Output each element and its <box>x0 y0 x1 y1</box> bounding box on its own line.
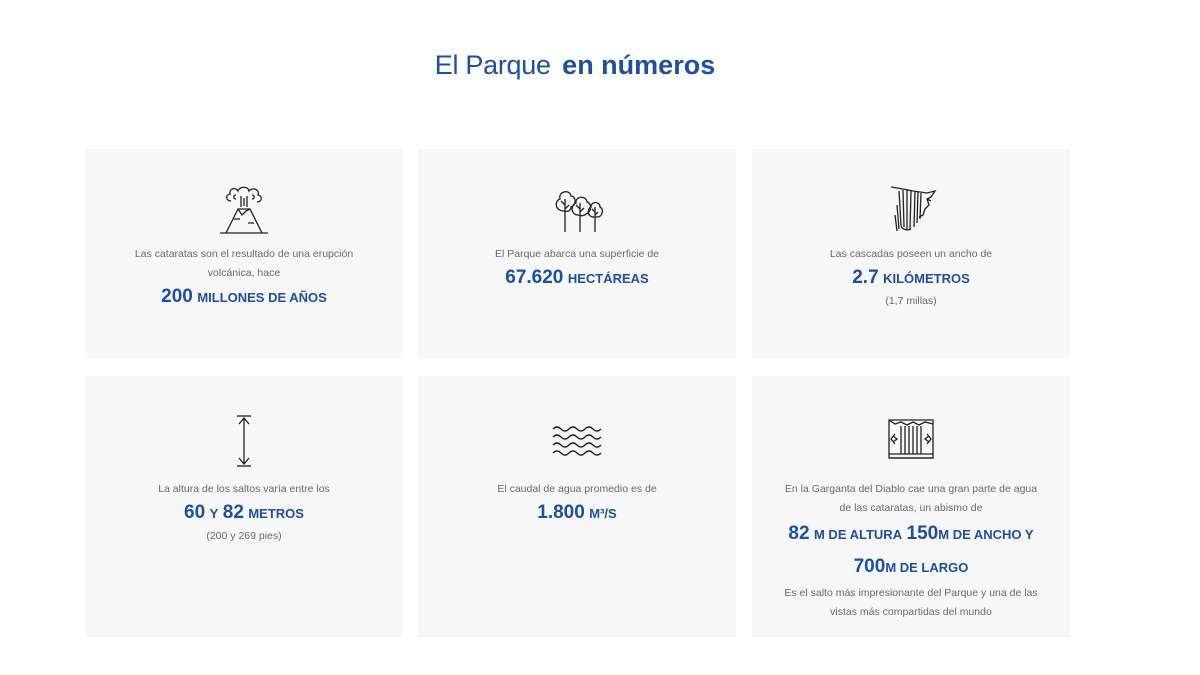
gorge-icon <box>883 414 939 468</box>
stat-value-min: 60 <box>184 502 206 523</box>
water-waves-icon <box>549 414 605 468</box>
stat-card-flow <box>418 376 736 637</box>
card-description: Las cataratas son el resultado de una erupción volcánica, hace <box>134 248 354 279</box>
stat-value: 67.620 <box>505 267 564 288</box>
volcano-icon <box>216 185 272 235</box>
section-title <box>0 50 1150 81</box>
stat-value-height: 82 <box>788 523 810 544</box>
stat-unit-height: M DE ALTURA <box>813 527 903 542</box>
stat-unit-length: M DE LARGO <box>885 560 969 575</box>
card-stat <box>418 499 736 528</box>
stat-unit: METROS <box>248 506 304 521</box>
card-description: El caudal de agua promedio es de <box>497 483 657 495</box>
height-arrow-icon <box>216 414 272 468</box>
title-bold: en números <box>562 50 716 80</box>
stat-unit-width: M DE ANCHO Y <box>938 527 1034 542</box>
stat-unit: MILLONES DE AÑOS <box>197 290 327 305</box>
stat-value: 200 <box>161 286 193 307</box>
card-stat <box>85 283 403 312</box>
card-description: La altura de los saltos varía entre los <box>158 483 330 495</box>
stat-value: 2.7 <box>852 267 879 288</box>
stat-card-area <box>418 149 736 358</box>
card-description-extra: Es el salto más impresionante del Parque y una de las vistas más compartidas del mundo <box>784 587 1038 618</box>
card-stat <box>752 264 1070 293</box>
stat-unit: KILÓMETROS <box>883 271 970 286</box>
card-stat-line-1 <box>752 518 1070 551</box>
stat-note: (200 y 269 pies) <box>206 530 282 542</box>
stat-value-length: 700 <box>853 556 886 577</box>
stat-connector: Y <box>209 506 219 521</box>
stat-note: (1,7 millas) <box>885 295 937 307</box>
card-stat-line-2 <box>752 551 1070 584</box>
card-description: El Parque abarca una superficie de <box>494 248 660 260</box>
stat-unit: HECTÁREAS <box>567 271 649 286</box>
waterfall-icon <box>883 185 939 235</box>
trees-icon <box>549 185 605 235</box>
stat-card-gorge <box>752 376 1070 637</box>
stat-value: 1.800 <box>537 502 585 523</box>
card-description: En la Garganta del Diablo cae una gran parte de agua de las cataratas, un abismo de <box>784 483 1038 514</box>
stat-value-max: 82 <box>222 502 244 523</box>
stat-value-width: 150 <box>906 523 939 544</box>
card-description: Las cascadas poseen un ancho de <box>829 248 993 260</box>
card-stat <box>85 499 403 528</box>
title-light: El Parque <box>434 50 551 80</box>
card-stat <box>418 264 736 293</box>
stat-card-eruption <box>85 149 403 358</box>
stat-card-width <box>752 149 1070 358</box>
stat-unit: M³/S <box>589 506 617 521</box>
stat-card-height <box>85 376 403 637</box>
